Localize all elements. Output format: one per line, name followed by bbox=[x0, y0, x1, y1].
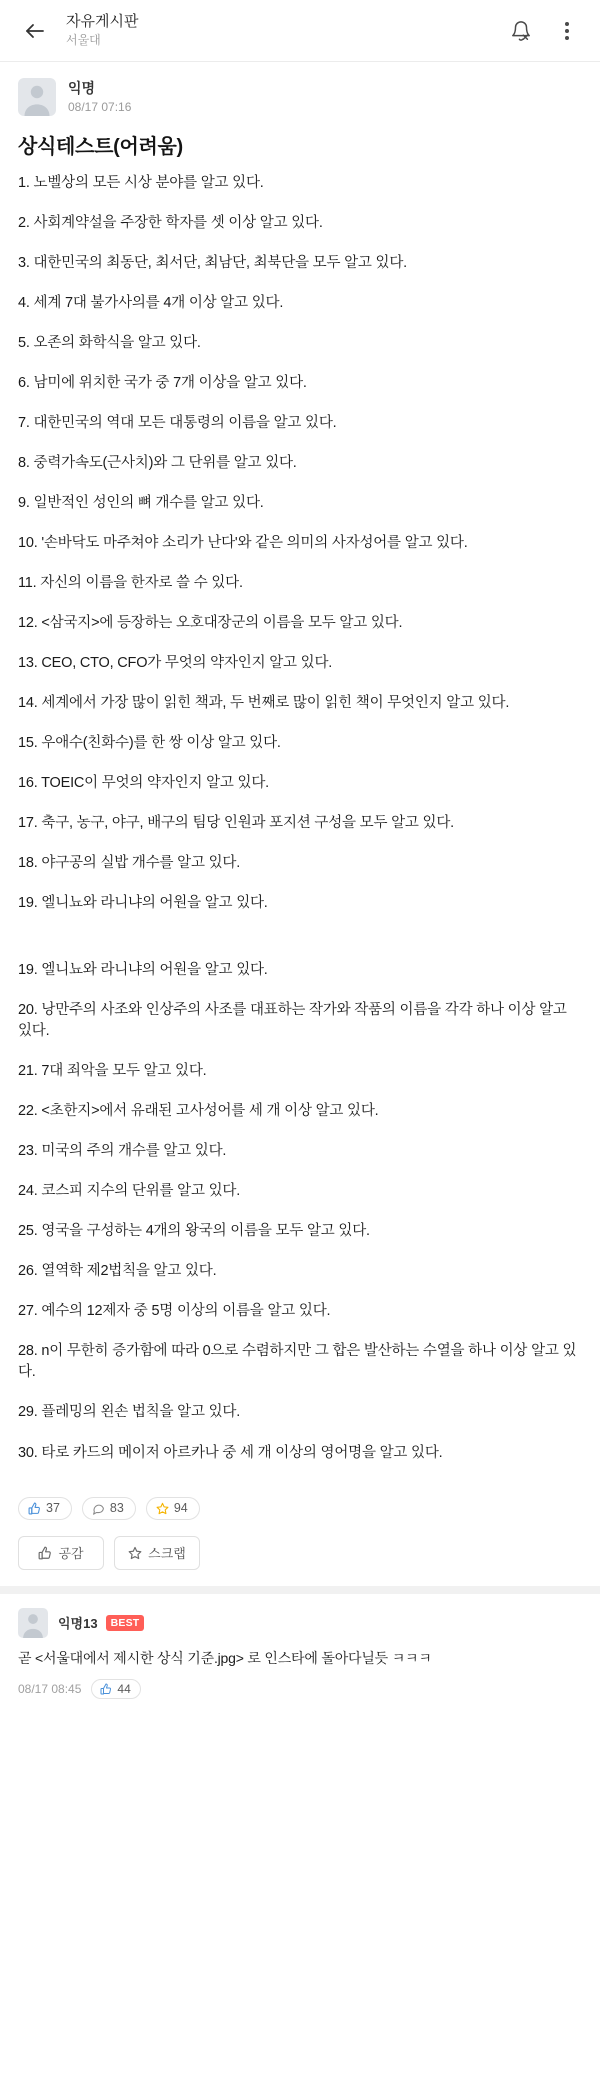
post-body-line: 8. 중력가속도(근사치)와 그 단위를 알고 있다. bbox=[18, 455, 297, 472]
comment-like-chip[interactable] bbox=[91, 1679, 140, 1699]
bell-off-icon bbox=[510, 20, 532, 42]
thumbs-up-icon bbox=[100, 1683, 112, 1695]
thumbs-up-icon bbox=[38, 1546, 52, 1560]
comment-date: 08/17 08:45 bbox=[18, 1681, 82, 1696]
post-body-line: 1. 노벨상의 모든 시상 분야를 알고 있다. bbox=[18, 175, 264, 191]
more-vertical-icon bbox=[565, 36, 569, 40]
comment-icon bbox=[92, 1502, 105, 1515]
like-chip[interactable] bbox=[18, 1497, 72, 1520]
star-icon bbox=[156, 1502, 169, 1515]
author-block bbox=[68, 79, 131, 116]
star-icon bbox=[128, 1546, 142, 1560]
post-body-line: 7. 대한민국의 역대 모든 대통령의 이름을 알고 있다. bbox=[18, 415, 337, 432]
post-body-line: 11. 자신의 이름을 한자로 쓸 수 있다. bbox=[18, 575, 243, 592]
post-body-line: 26. 열역학 제2법칙을 알고 있다. bbox=[18, 1263, 217, 1280]
more-vertical-icon bbox=[565, 29, 569, 33]
comment-author-name: 익명13 bbox=[58, 1616, 98, 1632]
avatar bbox=[18, 1608, 48, 1638]
status-badge: BEST bbox=[106, 1615, 145, 1631]
post-body-line: 3. 대한민국의 최동단, 최서단, 최남단, 최북단을 모두 알고 있다. bbox=[18, 255, 408, 272]
post-body-line: 30. 타로 카드의 메이저 아르카나 중 세 개 이상의 영어명을 알고 있다. bbox=[18, 1444, 443, 1461]
empathy-button[interactable] bbox=[18, 1536, 104, 1570]
post-body-line: 2. 사회계약설을 주장한 학자를 셋 이상 알고 있다. bbox=[18, 215, 323, 232]
scrap-label: 스크랩 bbox=[148, 1546, 186, 1562]
post-body-line: 29. 플레밍의 왼손 법칙을 알고 있다. bbox=[18, 1404, 241, 1421]
comment-like-count: 44 bbox=[117, 1681, 131, 1696]
post-title: 상식테스트(어려움) bbox=[18, 136, 183, 158]
comment-count: 83 bbox=[109, 1500, 124, 1515]
post-body-line: 22. <초한지>에서 유래된 고사성어를 세 개 이상 알고 있다. bbox=[18, 1103, 379, 1120]
post-body-line: 15. 우애수(친화수)를 한 쌍 이상 알고 있다. bbox=[18, 735, 281, 752]
scrap-count: 94 bbox=[173, 1500, 188, 1515]
post-body-line: 10. '손바닥도 마주쳐야 소리가 난다'와 같은 의미의 사자성어를 알고 있다. bbox=[18, 535, 468, 552]
more-vertical-icon bbox=[565, 22, 569, 26]
post-body-line: 28. n이 무한히 증가함에 따라 0으로 수렴하지만 그 합은 발산하는 수열을 하나 이상 알고 있다. bbox=[18, 1343, 577, 1381]
post-body-line: 14. 세계에서 가장 많이 읽힌 책과, 두 번째로 많이 읽힌 책이 무엇인지 알고 있다. bbox=[18, 695, 510, 712]
post-body-line: 27. 예수의 12제자 중 5명 이상의 이름을 알고 있다. bbox=[18, 1303, 331, 1320]
app-header bbox=[0, 0, 600, 62]
empathy-label: 공감 bbox=[58, 1546, 84, 1562]
post-body-line: 23. 미국의 주의 개수를 알고 있다. bbox=[18, 1143, 227, 1160]
post-date: 08/17 07:16 bbox=[68, 99, 132, 114]
post-body-line: 16. TOEIC이 무엇의 약자인지 알고 있다. bbox=[18, 775, 269, 792]
post-body-line: 4. 세계 7대 불가사의를 4개 이상 알고 있다. bbox=[18, 295, 284, 312]
post-body-line: 12. <삼국지>에 등장하는 오호대장군의 이름을 모두 알고 있다. bbox=[18, 615, 403, 632]
comment-chip[interactable] bbox=[82, 1497, 136, 1520]
post-body-line: 13. CEO, CTO, CFO가 무엇의 약자인지 알고 있다. bbox=[18, 655, 333, 672]
post-body-line: 18. 야구공의 실밥 개수를 알고 있다. bbox=[18, 855, 241, 872]
header-actions bbox=[506, 16, 582, 46]
comment-text: 곧 <서울대에서 제시한 상식 기준.jpg> 로 인스타에 돌아다닐듯 ㅋㅋㅋ bbox=[18, 1649, 432, 1666]
post-body-line: 9. 일반적인 성인의 뼈 개수를 알고 있다. bbox=[18, 495, 264, 512]
arrow-left-icon bbox=[23, 19, 47, 43]
comment-item bbox=[0, 1594, 600, 1717]
section-divider bbox=[0, 1586, 600, 1594]
action-button-row bbox=[0, 1520, 600, 1586]
page-subtitle: 서울대 bbox=[66, 32, 101, 47]
post-body-line: 20. 낭만주의 사조와 인상주의 사조를 대표하는 작가와 작품의 이름을 각각 하나 이상 알고 있다. bbox=[18, 1002, 567, 1040]
more-options-button[interactable] bbox=[552, 16, 582, 46]
back-button[interactable] bbox=[18, 14, 52, 48]
post-body-line: 19. 엘니뇨와 라니냐의 어원을 알고 있다. bbox=[18, 895, 268, 912]
thumbs-up-icon bbox=[28, 1502, 41, 1515]
post-body-line: 5. 오존의 화학식을 알고 있다. bbox=[18, 335, 201, 352]
post-body-line: 24. 코스피 지수의 단위를 알고 있다. bbox=[18, 1183, 241, 1200]
post-author-row bbox=[0, 62, 600, 124]
person-icon bbox=[18, 78, 56, 116]
avatar bbox=[18, 78, 56, 116]
post-body-line: 21. 7대 죄악을 모두 알고 있다. bbox=[18, 1063, 207, 1080]
post-body-line: 6. 남미에 위치한 국가 중 7개 이상을 알고 있다. bbox=[18, 375, 307, 392]
page-title: 자유게시판 bbox=[66, 12, 139, 30]
comment-meta bbox=[18, 1679, 582, 1699]
header-title-block bbox=[66, 13, 506, 48]
scrap-chip[interactable] bbox=[146, 1497, 200, 1520]
post-body-line: 25. 영국을 구성하는 4개의 왕국의 이름을 모두 알고 있다. bbox=[18, 1223, 370, 1240]
reaction-bar bbox=[0, 1493, 600, 1520]
person-icon bbox=[18, 1608, 48, 1638]
post-body-line: 19. 엘니뇨와 라니냐의 어원을 알고 있다. bbox=[18, 962, 268, 979]
scrap-button[interactable] bbox=[114, 1536, 200, 1570]
post-body bbox=[0, 173, 600, 1493]
post-author-name: 익명 bbox=[68, 79, 96, 96]
post-body-line: 17. 축구, 농구, 야구, 배구의 팀당 인원과 포지션 구성을 모두 알고 있다. bbox=[18, 815, 454, 832]
notification-toggle-button[interactable] bbox=[506, 16, 536, 46]
comment-header bbox=[18, 1608, 582, 1638]
like-count: 37 bbox=[46, 1500, 60, 1515]
